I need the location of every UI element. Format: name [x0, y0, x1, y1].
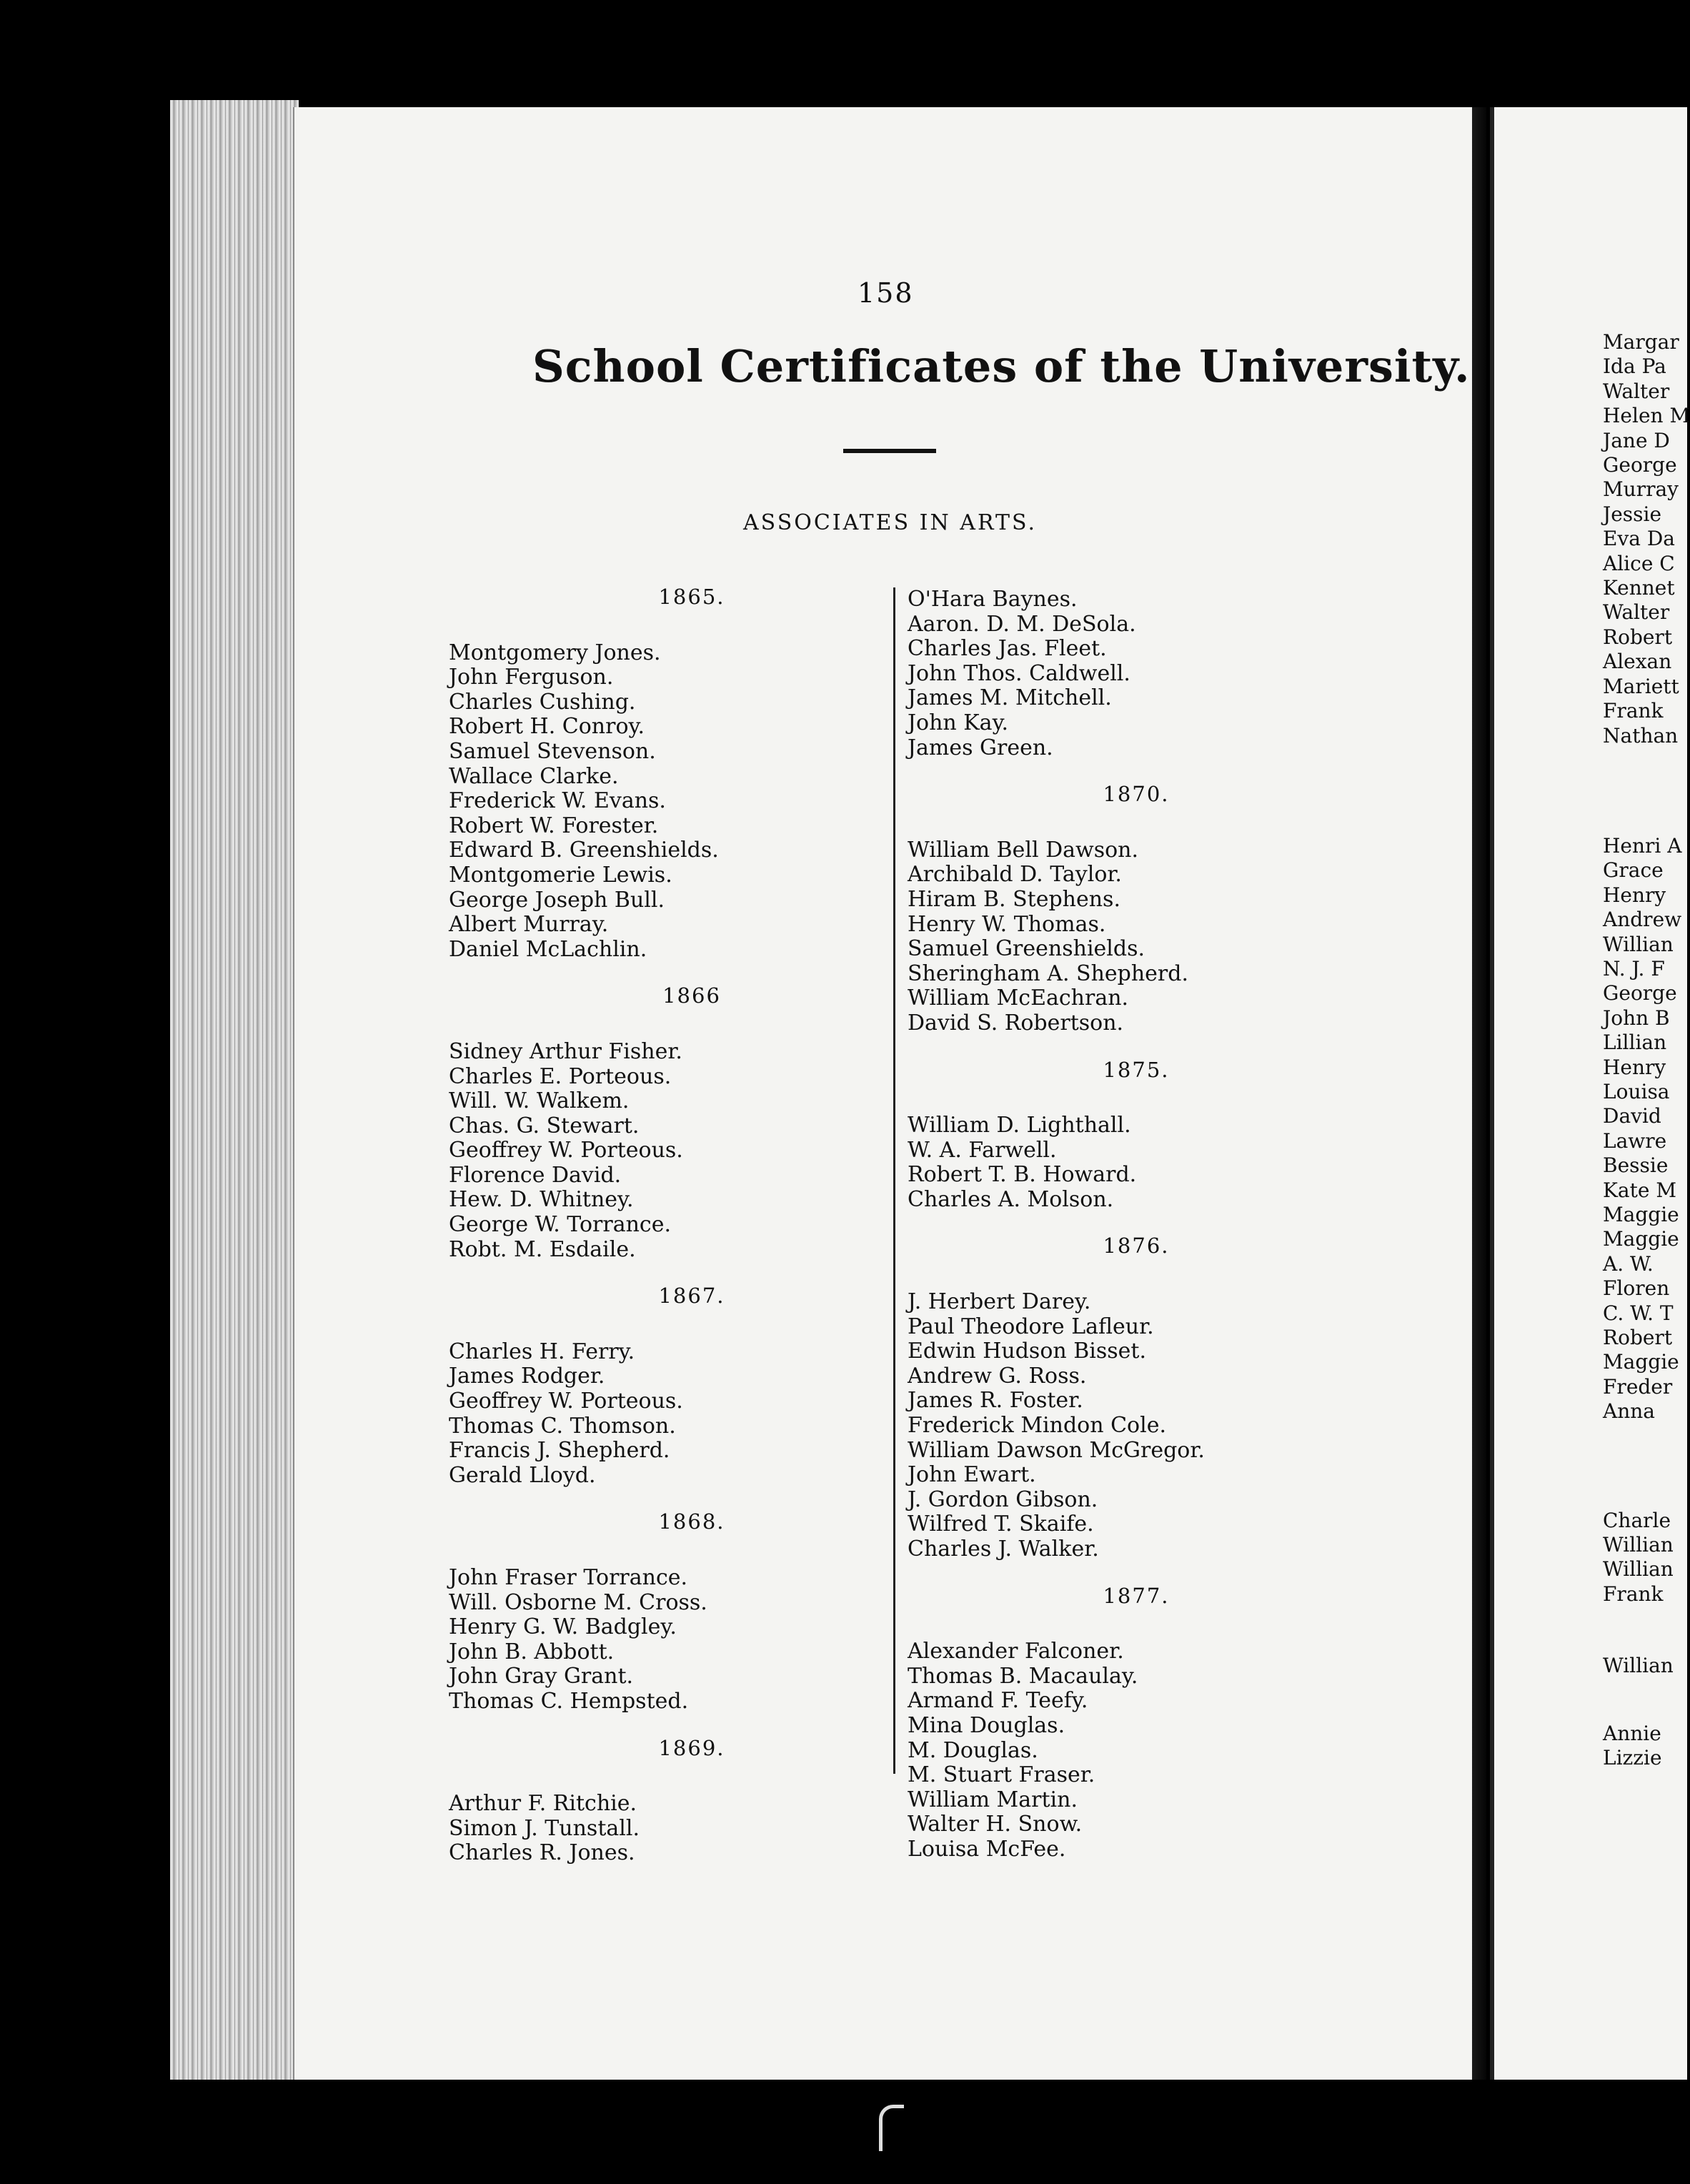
next-page-name-fragment: George — [1603, 453, 1677, 477]
book-gutter — [1472, 107, 1486, 2080]
name-entry: Arthur F. Ritchie. — [449, 1791, 637, 1817]
name-entry: Gerald Lloyd. — [449, 1462, 596, 1488]
name-entry: Frederick W. Evans. — [449, 788, 666, 814]
name-entry: Geoffrey W. Porteous. — [449, 1389, 683, 1414]
next-page-name-fragment: Bessie — [1603, 1153, 1669, 1178]
name-entry: Will. W. Walkem. — [449, 1088, 630, 1114]
name-entry: Andrew G. Ross. — [908, 1363, 1087, 1389]
name-entry: John Thos. Caldwell. — [908, 660, 1130, 686]
next-page-name-fragment: Anna — [1603, 1399, 1655, 1424]
year-heading: 1877. — [1103, 1583, 1170, 1608]
name-entry: Sidney Arthur Fisher. — [449, 1038, 682, 1064]
column-divider — [893, 587, 895, 1774]
name-entry: Montgomerie Lewis. — [449, 862, 672, 888]
name-entry: Samuel Greenshields. — [908, 936, 1145, 962]
next-page-name-fragment: Louisa — [1603, 1079, 1670, 1103]
name-entry: Frederick Mindon Cole. — [908, 1413, 1166, 1439]
name-entry: George Joseph Bull. — [449, 887, 665, 913]
name-entry: Samuel Stevenson. — [449, 738, 656, 764]
next-page-name-fragment: Willian — [1603, 932, 1674, 956]
name-entry: Francis J. Shepherd. — [449, 1438, 670, 1464]
name-entry: Charles Jas. Fleet. — [908, 636, 1107, 662]
next-page-name-fragment: Henry — [1603, 1055, 1666, 1079]
year-heading: 1868. — [658, 1509, 725, 1534]
name-entry: Charles A. Molson. — [908, 1186, 1114, 1212]
group-spacer — [1603, 1424, 1690, 1509]
name-entry: Daniel McLachlin. — [449, 936, 647, 962]
next-page-name-fragment: Grace — [1603, 858, 1664, 883]
name-entry: Robert W. Forester. — [449, 813, 659, 838]
name-entry: Charles Cushing. — [449, 689, 636, 715]
name-entry: Thomas B. Macaulay. — [908, 1663, 1138, 1689]
right-name-column — [908, 587, 1293, 1862]
next-page-name-fragment: Margar — [1603, 330, 1679, 354]
name-entry: James R. Foster. — [908, 1388, 1083, 1414]
next-page-name-fragment: Alice C — [1603, 551, 1675, 575]
name-entry: Robert T. B. Howard. — [908, 1162, 1137, 1188]
page-smudge — [879, 2105, 904, 2151]
name-entry: M. Douglas. — [908, 1737, 1038, 1763]
name-entry: William McEachran. — [908, 986, 1129, 1011]
name-entry: Robt. M. Esdaile. — [449, 1236, 636, 1262]
name-entry: J. Herbert Darey. — [908, 1289, 1091, 1315]
next-page-name-fragment: Kate M — [1603, 1178, 1677, 1202]
next-page-name-fragment: Frank — [1603, 699, 1664, 723]
name-entry: Simon J. Tunstall. — [449, 1815, 640, 1841]
name-entry: James M. Mitchell. — [908, 685, 1112, 711]
name-entry: John Fraser Torrance. — [449, 1565, 688, 1590]
next-page-name-fragment: A. W. — [1603, 1251, 1654, 1276]
next-page-name-fragment: David — [1603, 1104, 1661, 1128]
name-entry: Robert H. Conroy. — [449, 714, 645, 740]
next-page-name-fragment: Jessie — [1603, 502, 1662, 526]
name-entry: George W. Torrance. — [449, 1212, 672, 1238]
year-heading: 1867. — [658, 1284, 725, 1309]
group-spacer — [1603, 1607, 1690, 1654]
name-entry: Montgomery Jones. — [449, 640, 661, 665]
name-entry: Albert Murray. — [449, 912, 609, 938]
title-rule — [843, 449, 936, 453]
next-page-name-fragment: Maggie — [1603, 1203, 1679, 1226]
next-page-name-fragment: Lillian — [1603, 1031, 1667, 1055]
next-page-name-fragment: John B — [1603, 1006, 1670, 1030]
year-heading: 1866 — [662, 983, 721, 1008]
next-page-name-fragment: Ida Pa — [1603, 354, 1666, 379]
next-page-column — [1603, 330, 1690, 1771]
name-entry: Thomas C. Hempsted. — [449, 1688, 689, 1714]
next-page-name-fragment: Alexan — [1603, 650, 1672, 674]
name-entry: Paul Theodore Lafleur. — [908, 1314, 1154, 1339]
next-page-name-fragment: Floren — [1603, 1276, 1670, 1301]
name-entry: William Martin. — [908, 1787, 1078, 1812]
next-page-name-fragment: Maggie — [1603, 1227, 1679, 1251]
next-page-name-fragment: Annie — [1603, 1721, 1661, 1745]
next-page-name-fragment: Charle — [1603, 1508, 1671, 1532]
group-spacer — [1603, 748, 1690, 834]
next-page-name-fragment: Mariett — [1603, 674, 1679, 698]
left-name-column — [449, 585, 878, 1866]
section-heading: ASSOCIATES IN ARTS. — [743, 510, 1038, 535]
next-page-name-fragment: George — [1603, 981, 1677, 1006]
name-entry: John Ferguson. — [449, 665, 614, 690]
name-entry: Charles R. Jones. — [449, 1840, 635, 1866]
name-entry: W. A. Farwell. — [908, 1137, 1057, 1163]
year-heading: 1865. — [658, 585, 725, 609]
next-page-name-fragment: Robert — [1603, 1326, 1673, 1350]
name-entry: John Gray Grant. — [449, 1664, 634, 1689]
next-page-name-fragment: Robert — [1603, 625, 1673, 649]
name-entry: William Bell Dawson. — [908, 837, 1139, 863]
next-page-name-fragment: Helen M — [1603, 404, 1690, 428]
name-entry: Aaron. D. M. DeSola. — [908, 611, 1136, 637]
name-entry: John Kay. — [908, 710, 1009, 735]
next-page-name-fragment: Henri A — [1603, 833, 1682, 858]
next-page-name-fragment: Freder — [1603, 1374, 1673, 1399]
next-page-name-fragment: Jane D — [1603, 428, 1670, 452]
next-page-name-fragment: Willian — [1603, 1654, 1674, 1678]
name-entry: John B. Abbott. — [449, 1639, 615, 1664]
name-entry: Charles J. Walker. — [908, 1537, 1099, 1562]
name-entry: Hew. D. Whitney. — [449, 1187, 634, 1213]
next-page-name-fragment: Kennet — [1603, 576, 1675, 600]
name-entry: J. Gordon Gibson. — [908, 1486, 1098, 1512]
year-heading: 1875. — [1103, 1057, 1170, 1082]
year-heading: 1870. — [1103, 782, 1170, 807]
page-number: 158 — [858, 277, 914, 309]
next-page-name-fragment: N. J. F — [1603, 956, 1665, 981]
next-page-name-fragment: Walter — [1603, 379, 1670, 403]
name-entry: James Green. — [908, 735, 1053, 760]
name-entry: James Rodger. — [449, 1364, 605, 1389]
next-page-name-fragment: Murray — [1603, 477, 1679, 502]
next-page-name-fragment: Frank — [1603, 1582, 1664, 1606]
name-entry: Walter H. Snow. — [908, 1812, 1083, 1837]
name-entry: Alexander Falconer. — [908, 1639, 1124, 1664]
book-page-edges — [170, 100, 299, 2080]
next-page-name-fragment: Henry — [1603, 883, 1666, 907]
name-entry: Sheringham A. Shepherd. — [908, 961, 1189, 986]
name-entry: William D. Lighthall. — [908, 1113, 1131, 1138]
next-page-name-fragment: C. W. T — [1603, 1301, 1674, 1325]
name-entry: David S. Robertson. — [908, 1010, 1124, 1036]
name-entry: Edward B. Greenshields. — [449, 838, 719, 863]
name-entry: Geoffrey W. Porteous. — [449, 1138, 683, 1163]
name-entry: William Dawson McGregor. — [908, 1437, 1205, 1463]
name-entry: M. Stuart Fraser. — [908, 1762, 1095, 1788]
name-entry: Charles H. Ferry. — [449, 1339, 635, 1364]
next-page-name-fragment: Nathan — [1603, 723, 1679, 748]
year-heading: 1869. — [658, 1735, 725, 1760]
name-entry: Wallace Clarke. — [449, 763, 619, 789]
name-entry: Florence David. — [449, 1162, 622, 1188]
year-heading: 1876. — [1103, 1234, 1170, 1259]
name-entry: Henry W. Thomas. — [908, 911, 1106, 937]
next-page-name-fragment: Eva Da — [1603, 527, 1675, 551]
name-entry: Will. Osborne M. Cross. — [449, 1589, 707, 1615]
name-entry: O'Hara Baynes. — [908, 587, 1078, 612]
group-spacer — [1603, 1679, 1690, 1722]
next-page-name-fragment: Willian — [1603, 1557, 1674, 1582]
name-entry: Louisa McFee. — [908, 1836, 1066, 1862]
next-page-name-fragment: Willian — [1603, 1533, 1674, 1557]
name-entry: Chas. G. Stewart. — [449, 1113, 640, 1138]
name-entry: Charles E. Porteous. — [449, 1063, 672, 1089]
name-entry: Henry G. W. Badgley. — [449, 1614, 677, 1640]
next-page-name-fragment: Lizzie — [1603, 1746, 1662, 1770]
name-entry: Armand F. Teefy. — [908, 1688, 1088, 1714]
next-page-name-fragment: Walter — [1603, 600, 1670, 625]
name-entry: Thomas C. Thomson. — [449, 1413, 676, 1439]
next-page-name-fragment: Andrew — [1603, 908, 1682, 932]
name-entry: Wilfred T. Skaife. — [908, 1512, 1094, 1537]
next-page-name-fragment: Maggie — [1603, 1350, 1679, 1374]
name-entry: John Ewart. — [908, 1462, 1036, 1488]
name-entry: Mina Douglas. — [908, 1712, 1065, 1738]
next-page-name-fragment: Lawre — [1603, 1128, 1667, 1153]
page-title: School Certificates of the University. — [532, 340, 1471, 392]
name-entry: Hiram B. Stephens. — [908, 886, 1120, 912]
name-entry: Edwin Hudson Bisset. — [908, 1339, 1147, 1364]
name-entry: Archibald D. Taylor. — [908, 862, 1122, 888]
